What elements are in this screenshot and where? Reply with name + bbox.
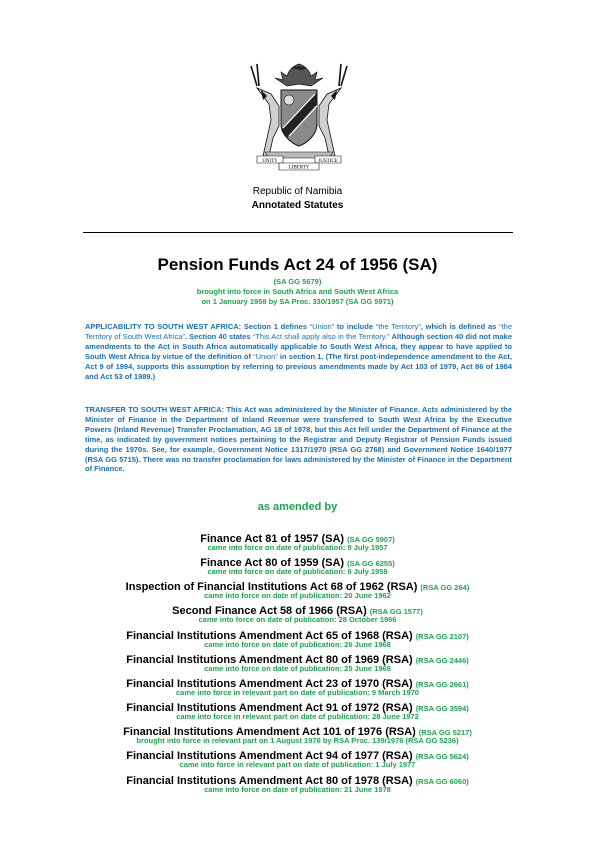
amendment-name: Finance Act 81 of 1957 (SA) (200, 533, 345, 545)
amendment-gazette: (RSA GG 3594) (415, 704, 469, 713)
amendment-note: came into force on date of publication: 25 June 1969 (204, 664, 391, 673)
amendment-gazette: (RSA GG 1577) (369, 607, 423, 616)
crest-motto-justice: JUSTICE (318, 158, 338, 164)
header-divider (83, 232, 513, 233)
amendment-gazette: (RSA GG 2107) (415, 632, 469, 641)
amendment-name: Financial Institutions Amendment Act 101 of 1976 (RSA) (123, 726, 416, 738)
amendment-note: came into force in relevant part on date of publication: 1 July 1977 (179, 760, 416, 769)
amendment-note: came into force on date of publication: 9 July 1957 (207, 543, 388, 552)
amendment-name: Inspection of Financial Institutions Act 68 of 1962 (RSA) (125, 581, 418, 593)
amendment-gazette: (RSA GG 2661) (415, 680, 469, 689)
republic-label: Republic of Namibia (252, 186, 343, 197)
applicability-paragraph: APPLICABILITY TO SOUTH WEST AFRICA: Section 1 defines “Union” to include “the Territory”, which is defined as “the Territory of South West Africa”. Section 40 states “This Act shall apply also in the Territory.” Although section 40 did not make amendments to the Act in South Africa automatically applicable to South West Africa, they appear to have applied to South West Africa by virtue of the definition of “Union” in section 1. (The first post-independence amendment to the Act, Act 9 of 1994, supports this assumption by referring to previous amendments made by Act 103 of 1979, Act 86 of 1984 and Act 53 of 1989.) (85, 322, 512, 381)
amendment-name: Financial Institutions Amendment Act 80 of 1969 (RSA) (126, 654, 413, 666)
amendment-note: brought into force in relevant part on 1 August 1976 by RSA Proc. 139/1976 (RSA GG 5236) (136, 736, 459, 745)
amendment-gazette: (RSA GG 2446) (415, 656, 469, 665)
amendment-name: Finance Act 80 of 1959 (SA) (200, 557, 345, 569)
amendment-gazette: (SA GG 5907) (347, 535, 395, 544)
crest-motto-liberty: LIBERTY (288, 165, 310, 171)
subtitle-line-1: brought into force in South Africa and South West Africa (196, 287, 399, 296)
transfer-paragraph: TRANSFER TO SOUTH WEST AFRICA: This Act was administered by the Minister of Finance. Acts administered by the Minister of Finance in the Department of Inland Revenue were transferred to South West Africa by the Executive Powers (Inland Revenue) Transfer Proclamation, AG 18 of 1978, but this Act fell under the Department of Finance at the time, as indicated by government notices pertaining to the Registrar and Deputy Registrar of Pension Funds issued during the 1970s. See, for example, Government Notice 1317/1970 (RSA GG 2768) and Government Notice 1640/1977 (RSA GG 5715). There was no transfer proclamation for laws administered by the Minister of Finance in the Department of Finance. (85, 405, 512, 474)
amendment-gazette: (RSA GG 5217) (418, 728, 472, 737)
amendment-gazette: (RSA GG 5624) (415, 752, 469, 761)
amended-by-label: as amended by (257, 501, 338, 513)
amendment-name: Financial Institutions Amendment Act 23 of 1970 (RSA) (126, 678, 413, 690)
amendment-name: Second Finance Act 58 of 1966 (RSA) (172, 605, 367, 617)
amendment-note: came into force in relevant part on date of publication: 28 June 1972 (176, 712, 419, 721)
amendment-note: came into force on date of publication: 6 July 1959 (207, 567, 388, 576)
crest-motto-unity: UNITY (262, 158, 278, 164)
subtitle-line-2: on 1 January 1958 by SA Proc. 330/1957 (SA GG 5971) (201, 297, 394, 306)
annotated-statutes-label: Annotated Statutes (251, 200, 344, 211)
amendment-note: came into force on date of publication: 26 June 1968 (204, 640, 391, 649)
amendment-name: Financial Institutions Amendment Act 80 of 1978 (RSA) (126, 775, 413, 787)
amendment-name: Financial Institutions Amendment Act 94 of 1977 (RSA) (126, 750, 413, 762)
amendment-note: came into force on date of publication: 20 June 1962 (204, 591, 391, 600)
amendment-name: Financial Institutions Amendment Act 91 of 1972 (RSA) (126, 702, 413, 714)
amendment-note: came into force on date of publication: 21 June 1978 (204, 785, 391, 794)
namibia-coat-of-arms-icon (243, 60, 355, 172)
page-title: Pension Funds Act 24 of 1956 (SA) (157, 255, 438, 274)
subtitle-gazette: (SA GG 5679) (273, 277, 322, 286)
amendment-note: came into force on date of publication: 28 October 1966 (198, 615, 397, 624)
amendment-gazette: (RSA GG 264) (420, 583, 470, 592)
amendment-note: came into force in relevant part on date of publication: 9 March 1970 (176, 688, 419, 697)
amendment-gazette: (SA GG 6255) (347, 559, 395, 568)
amendment-name: Financial Institutions Amendment Act 65 of 1968 (RSA) (126, 630, 413, 642)
amendment-gazette: (RSA GG 6060) (415, 777, 469, 786)
